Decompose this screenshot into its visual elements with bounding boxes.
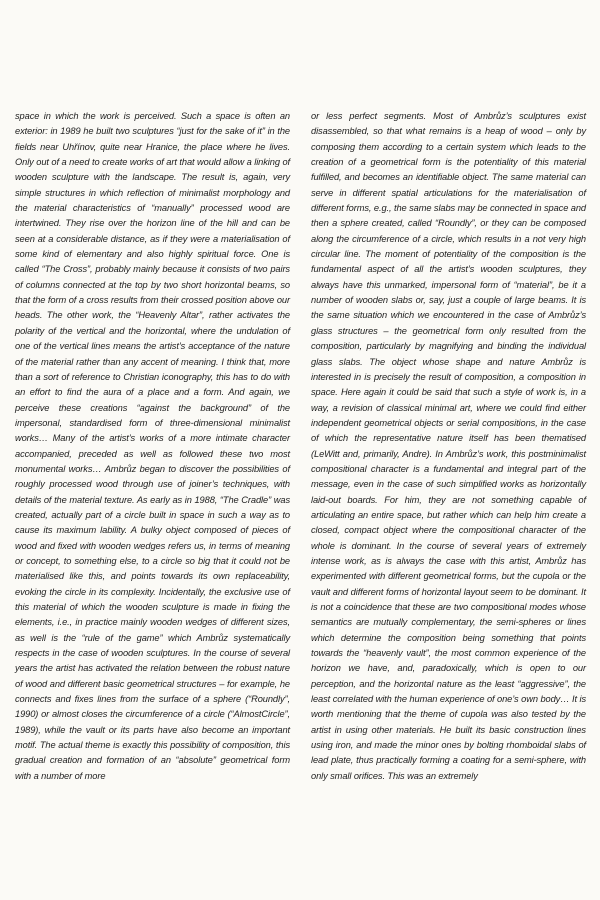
text-column-left: space in which the work is perceived. Such a space is often an exterior: in 1989 he built two sculptures “just for the sake of it” in the fields near Uhřínov, quite near Hranice, the place where he lives. Only out of a need to create works of art that would allow a linking of wooden sculpture with the landscape. The result is, again, very simple structures in which reflection of minimalist morphology and the material characteristics of “manually” processed wood are intertwined. They rise over the horizon line of the hill and can be seen at a considerable distance, as if they were a materialisation of some kind of elementary and also highly spiritual force. One is called “The Cross”, probably mainly because it consists of two pairs of columns connected at the top by two short horizontal beams, so that the form of a cross results from their crossed position above our heads. The other work, the “Heavenly Altar”, rather activates the polarity of the vertical and the horizontal, where the undulation of one of the vertical lines means the artist’s acceptance of the nature of the material rather than any accent of meaning. I think that, more than a sort of reference to Christian iconography, this has to do with an effort to find the aura of a place and a form. And again, we perceive these creations “against the background” of the impersonal, standardised form of three-dimensional minimalist works… Many of the artist’s works of a more intimate character accompanied, preceded as well as followed these two most monumental works… Ambrůz began to discover the possibilities of roughly processed wood through use of joiner’s techniques, with details of the material texture. As early as in 1988, “The Cradle” was created, actually part of a circle built in space in such a way as to cause its maximum lability. A bulky object composed of pieces of wood and fixed with wooden wedges refers us, in terms of meaning or concept, to something else, to a circle so big that it could not be materialised like this, and points towards its own replaceability, evoking the circle in its complexity. Incidentally, the exclusive use of this material of which the wooden sculpture is made in fixing the elements, i.e., in practice mainly wooden wedges of different sizes, as well is the “rule of the game” which Ambrůz systematically respects in the case of wooden sculptures. In the course of several years the artist has activated the relation between the robust nature of wood and different basic geometrical structures – for example, he connects and fixes lines from the surface of a sphere (“Roundly”, 1990) or almost closes the circumference of a circle (“AlmostCircle”, 1989), while the vault or its parts have also become an important motif. The actual theme is exactly this possibility of composition, this gradual creation and formation of an “absolute” geometrical form with a number of more bbox=[15, 111, 290, 781]
text-column-right: or less perfect segments. Most of Ambrůz’s sculptures exist disassembled, so that what remains is a heap of wood – only by composing them according to a certain system which leads to the creation of a geometrical form is the potentiality of this material fulfilled, and becomes an identifiable object. The same material can serve in different spatial articulations for the materialisation of different forms, e.g., the same slabs may be connected in space and then a sphere created, called “Roundly”, or they can be composed along the circumference of a circle, which results in a not very high circular line. The moment of potentiality of the composition is the fundamental aspect of all the artist’s wooden sculptures, they always have this unmarked, impersonal form of “material”, be it a number of wooden slabs or, say, just a couple of large beams. It is the same situation which we encountered in the case of Ambrůz’s glass structures – the geometrical form only resulted from the composition, particularly by magnifying and binding the individual glass slabs. The object whose shape and nature Ambrůz is interested in is precisely the result of composition, a composition in space. Here again it could be said that such a style of work is, in a way, a revision of classical minimal art, where we could find either independent geometrical objects or serial compositions, in the case of which the representative nature itself has been thematised (LeWitt and, primarily, Andre). In Ambrůz’s work, this postminimalist compositional character is a fundamental and integral part of the message, even in the case of such simplified works as horizontally laid-out boards. For him, they are not something capable of articulating an entire space, but rather which can help him create a closed, compact object where the compositional character of the whole is dominant. In the course of several years of extremely intense work, as is always the case with this artist, Ambrůz has experimented with different geometrical forms, but the cupola or the vault and different forms of horizontal layout seem to be dominant. It is not a coincidence that these are two compositional modes whose semantics are mutually complementary, the semi-spheres or lines which determine the composition being something that points towards the “heavenly vault”, the most common experience of the horizon we have, and, paradoxically, which is open to our perception, and the horizontal nature as the least “aggressive”, the least correlated with the human experience of one’s own body… It is worth mentioning that the theme of cupola was also tested by the artist in using other materials. He built its basic construction lines using iron, and made the minor ones by bolting rhomboidal slabs of lead plate, thus practically forming a coating for a semi-sphere, with only small orifices. This was an extremely bbox=[311, 111, 586, 781]
